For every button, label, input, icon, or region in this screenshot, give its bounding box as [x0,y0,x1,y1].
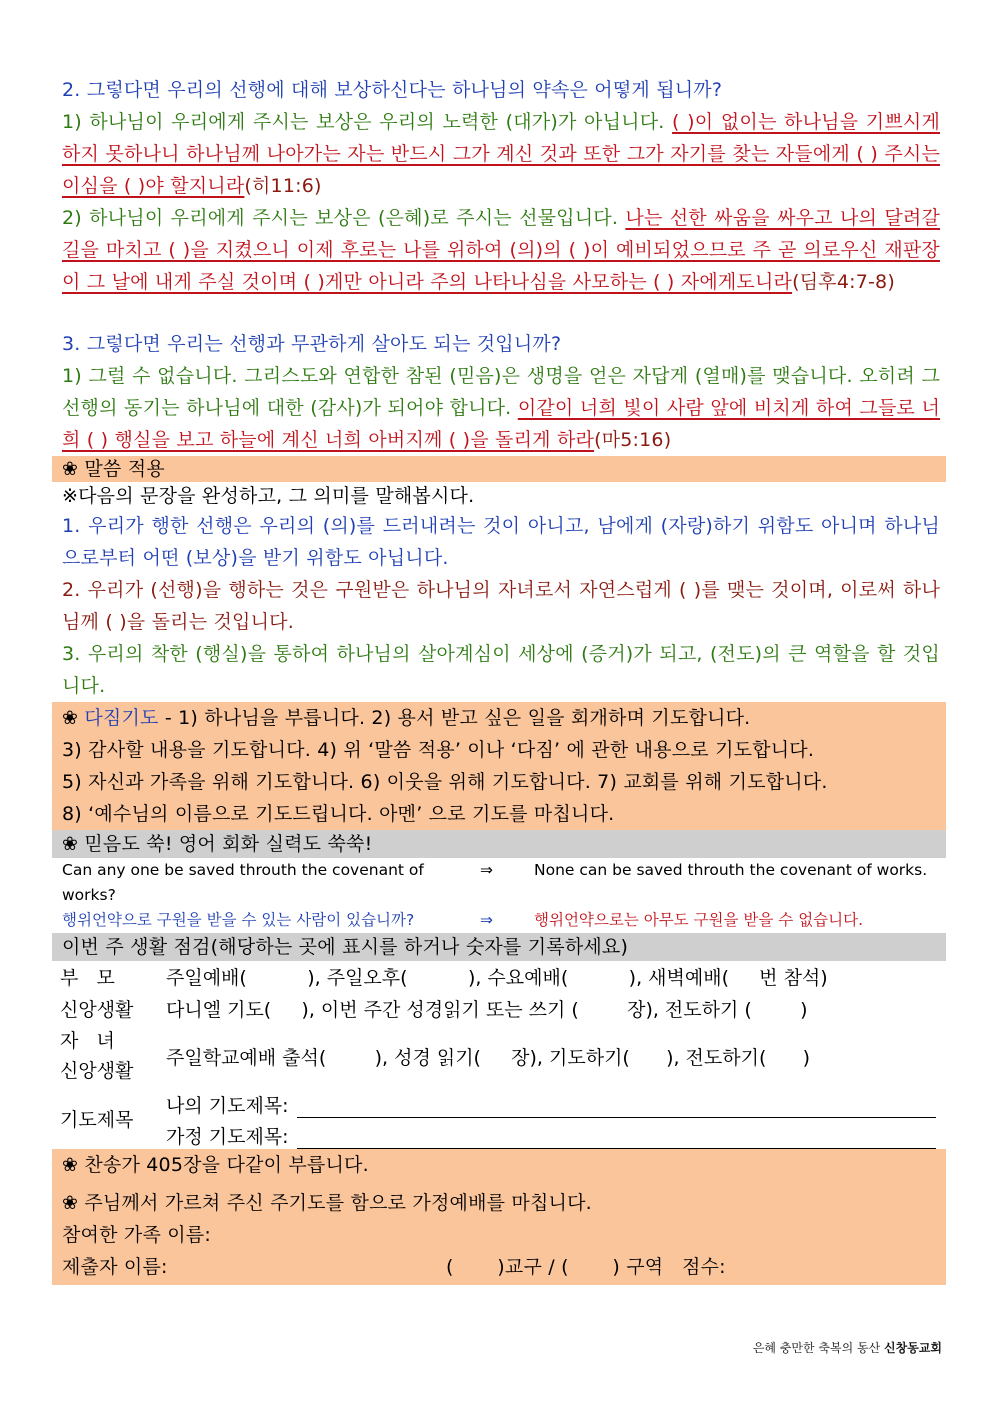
submitter-label[interactable]: 제출자 이름: [62,1256,168,1278]
question-3-title: 3. 그렇다면 우리는 선행과 무관하게 살아도 되는 것입니까? [62,333,562,355]
family-prayer-label: 가정 기도제목: [166,1126,289,1148]
family-prayer-row [166,1118,936,1149]
question-2-title: 2. 그렇다면 우리의 선행에 대해 보상하신다는 하나님의 약속은 어떻게 됩니까? [62,79,723,101]
question-2-answer-1 [62,106,940,202]
parents-row-worship[interactable]: 주일예배( ), 주일오후( ), 수요예배( ), 새벽예배( 번 참석) [166,967,828,989]
korean-answer: 행위언약으로는 아무도 구원을 받을 수 없습니다. [534,911,864,929]
submitter-line [62,1251,946,1283]
apply-instruction: ※다음의 문장을 완성하고, 그 의미를 말해봅시다. [62,485,475,507]
my-prayer-input[interactable] [297,1097,936,1118]
church-name: 신창동교회 [884,1341,942,1355]
apply-item-2: 2. 우리가 (선행)을 행하는 것은 구원받은 하나님의 자녀로서 자연스럽게 ( )를 맺는 것이며, 이로써 하나님께 ( )을 돌리는 것입니다. [62,579,940,633]
lords-prayer-line: ❀ 주님께서 가르쳐 주신 주기도를 함으로 가정예배를 마칩니다. [62,1192,592,1214]
verse-reference: (딤후4:7-8) [792,271,895,293]
children-label: 자 녀 신앙생활 [60,1030,134,1082]
district-score[interactable]: ( )교구 / ( ) 구역 점수: [446,1256,726,1278]
children-row[interactable]: 주일학교예배 출석( ), 성경 읽기( 장), 기도하기( ), 전도하기( ) [166,1046,811,1069]
prayer-topics-label: 기도제목 [60,1108,134,1131]
english-header: ❀ 믿음도 쑥! 영어 회화 실력도 쑥쑥! [52,830,946,858]
footer-motto: 은혜 충만한 축복의 동산 [752,1341,885,1355]
parents-faith-label: 신앙생활 [60,999,134,1021]
verse-reference: (마5:16) [594,429,672,451]
prayer-section [52,702,946,830]
hymn-line: ❀ 찬송가 405장을 다같이 부릅니다. [62,1154,369,1176]
checklist-header: 이번 주 생활 점검(해당하는 곳에 표시를 하거나 숫자를 기록하세요) [52,933,946,961]
family-prayer-input[interactable] [297,1128,936,1149]
family-names-line[interactable]: 참여한 가족 이름: [62,1224,211,1246]
closing-section [52,1149,946,1285]
english-question: Can any one be saved throuth the covenant of works? [62,861,424,904]
apply-header: ❀ 말씀 적용 [52,456,946,482]
apply-item-3: 3. 우리의 착한 (행실)을 통하여 하나님의 살아계심이 세상에 (증거)가 되고, (전도)의 큰 역할을 할 것입니다. [62,643,940,697]
english-row-ko [62,908,940,933]
verse-reference: (히11:6) [244,175,322,197]
english-answer: None can be saved throuth the covenant of works. [534,861,928,879]
verse-timothy: 나는 선한 싸움을 싸우고 나의 달려갈 길을 마치고 ( )을 지켰으니 이제 후로는 나를 위하여 (의)의 ( )이 예비되었으므로 주 곧 의로우신 재판장이 그 날에 내게 주실 것이며 ( )게만 아니라 주의 나타나심을 사모하는 ( ) 자에게도니라 [62,207,941,293]
answer-text: 1) 그럴 수 없습니다. 그리스도와 연합한 참된 (믿음)은 생명을 얻은 자답게 (열매)를 맺습니다. 오히려 그 선행의 동기는 하나님에 대한 (감사)가 되어야 합니다. [62,365,940,419]
prayer-line-2: 3) 감사할 내용을 기도합니다. 4) 위 ‘말씀 적용’ 이나 ‘다짐’ 에 관한 내용으로 기도합니다. [62,739,815,761]
footer [753,1339,942,1356]
answer-text: 2) 하나님이 우리에게 주시는 보상은 (은혜)로 주시는 선물입니다. [62,207,626,229]
question-3-answer-1 [62,360,940,456]
korean-question: 행위언약으로 구원을 받을 수 있는 사람이 있습니까? [62,911,415,929]
arrow-icon: ⇒ [480,911,493,929]
prayer-label: 다짐기도 [84,707,159,729]
verse-matthew: 이같이 너희 빛이 사람 앞에 비치게 하여 그들로 너희 ( ) 행실을 보고 하늘에 계신 너희 아버지께 ( )을 돌리게 하라 [62,397,940,451]
prayer-line-3: 5) 자신과 가족을 위해 기도합니다. 6) 이웃을 위해 기도합니다. 7) 교회를 위해 기도합니다. [62,771,828,793]
flower-icon: ❀ [62,707,85,729]
english-row-en [62,858,940,908]
apply-item-1: 1. 우리가 행한 선행은 우리의 (의)를 드러내려는 것이 아니고, 남에게 (자랑)하기 위함도 아니며 하나님으로부터 어떤 (보상)을 받기 위함도 아닙니다. [62,515,940,569]
weekly-checklist [56,961,940,1149]
parents-label: 부 모 [60,967,115,989]
my-prayer-label: 나의 기도제목: [166,1095,289,1117]
prayer-line-1: ❀ 다짐기도 - 1) 하나님을 부릅니다. 2) 용서 받고 싶은 일을 회개하며 기도합니다. [62,707,751,729]
question-2-answer-2 [62,202,940,298]
prayer-line-4: 8) ‘예수님의 이름으로 기도드립니다. 아멘’ 으로 기도를 마칩니다. [62,803,615,825]
answer-text: 1) 하나님이 우리에게 주시는 보상은 우리의 노력한 (대가)가 아닙니다. [62,111,673,133]
arrow-icon: ⇒ [480,861,493,879]
worksheet-page [62,74,940,1285]
verse-hebrews: ( )이 없이는 하나님을 기쁘시게 하지 못하나니 하나님께 나아가는 자는 반드시 그가 계신 것과 또한 그가 자기를 찾는 자들에게 ( ) 주시는 이심을 ( )야 할지니라 [62,111,940,197]
my-prayer-row [166,1087,936,1118]
parents-row-bible[interactable]: 다니엘 기도( ), 이번 주간 성경읽기 또는 쓰기 ( 장), 전도하기 ( ) [166,999,808,1021]
